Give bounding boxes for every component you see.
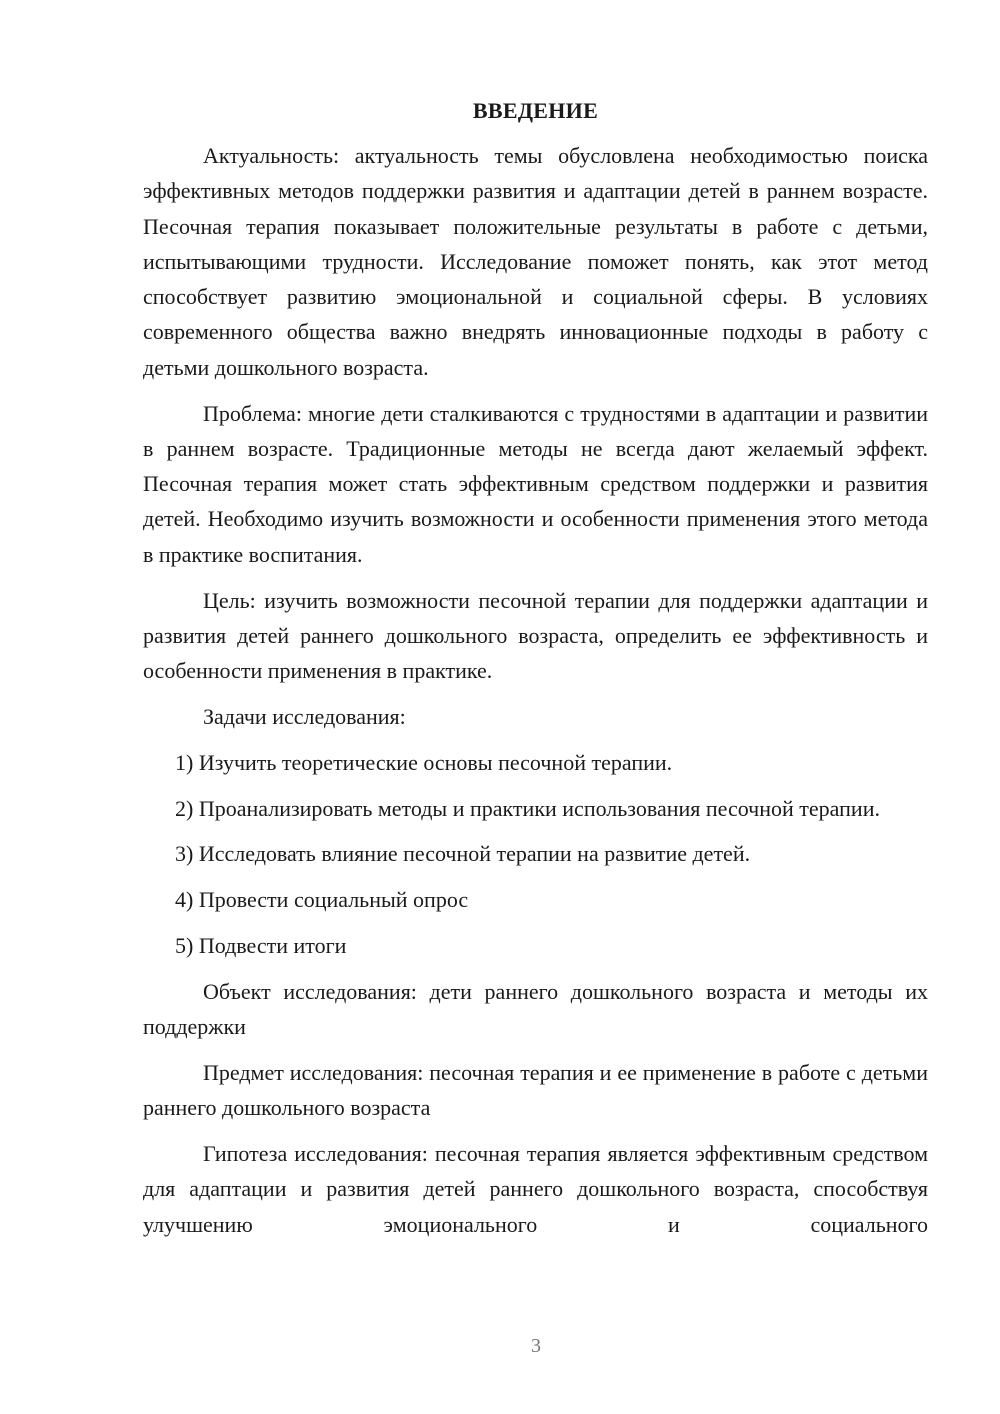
section-heading: ВВЕДЕНИЕ xyxy=(472,98,599,123)
relevance-paragraph: Актуальность: актуальность темы обусловлена необходимостью поиска эффективных методов поддержки развития и адаптации детей в раннем возрасте. Песочная терапия показывает положительные результаты в работе с детьми, испытывающими трудности. Исследование поможет понять, как этот метод способствует развитию эмоциональной и социальной сферы. В условиях современного общества важно внедрять инновационные подходы в работу с детьми дошкольного возраста. xyxy=(143,143,928,380)
task-item-3: 3) Исследовать влияние песочной терапии на развитие детей. xyxy=(175,841,751,867)
page-number: 3 xyxy=(531,1335,541,1357)
problem-paragraph: Проблема: многие дети сталкиваются с трудностями в адаптации и развитии в раннем возрасте. Традиционные методы не всегда дают желаемый эффект. Песочная терапия может стать эффективным средством поддержки и развития детей. Необходимо изучить возможности и особенности применения этого метода в практике воспитания. xyxy=(143,400,928,567)
hypothesis-paragraph: Гипотеза исследования: песочная терапия является эффективным средством для адаптации и развития детей раннего дошкольного возраста, способствуя улучшению эмоционального и социального xyxy=(143,1140,928,1237)
subject-paragraph: Предмет исследования: песочная терапия и ее применение в работе с детьми раннего дошкольного возраста xyxy=(143,1059,928,1121)
goal-paragraph: Цель: изучить возможности песочной терапии для поддержки адаптации и развития детей раннего дошкольного возраста, определить ее эффективность и особенности применения в практике. xyxy=(143,587,928,684)
task-item-4: 4) Провести социальный опрос xyxy=(175,887,469,913)
task-item-2: 2) Проанализировать методы и практики использования песочной терапии. xyxy=(175,795,880,821)
object-paragraph: Объект исследования: дети раннего дошкольного возраста и методы их поддержки xyxy=(143,978,928,1040)
page-content xyxy=(143,96,928,1252)
task-item-1: 1) Изучить теоретические основы песочной терапии. xyxy=(175,749,673,775)
task-item-5: 5) Подвести итоги xyxy=(175,932,347,958)
tasks-title: Задачи исследования: xyxy=(203,703,406,729)
